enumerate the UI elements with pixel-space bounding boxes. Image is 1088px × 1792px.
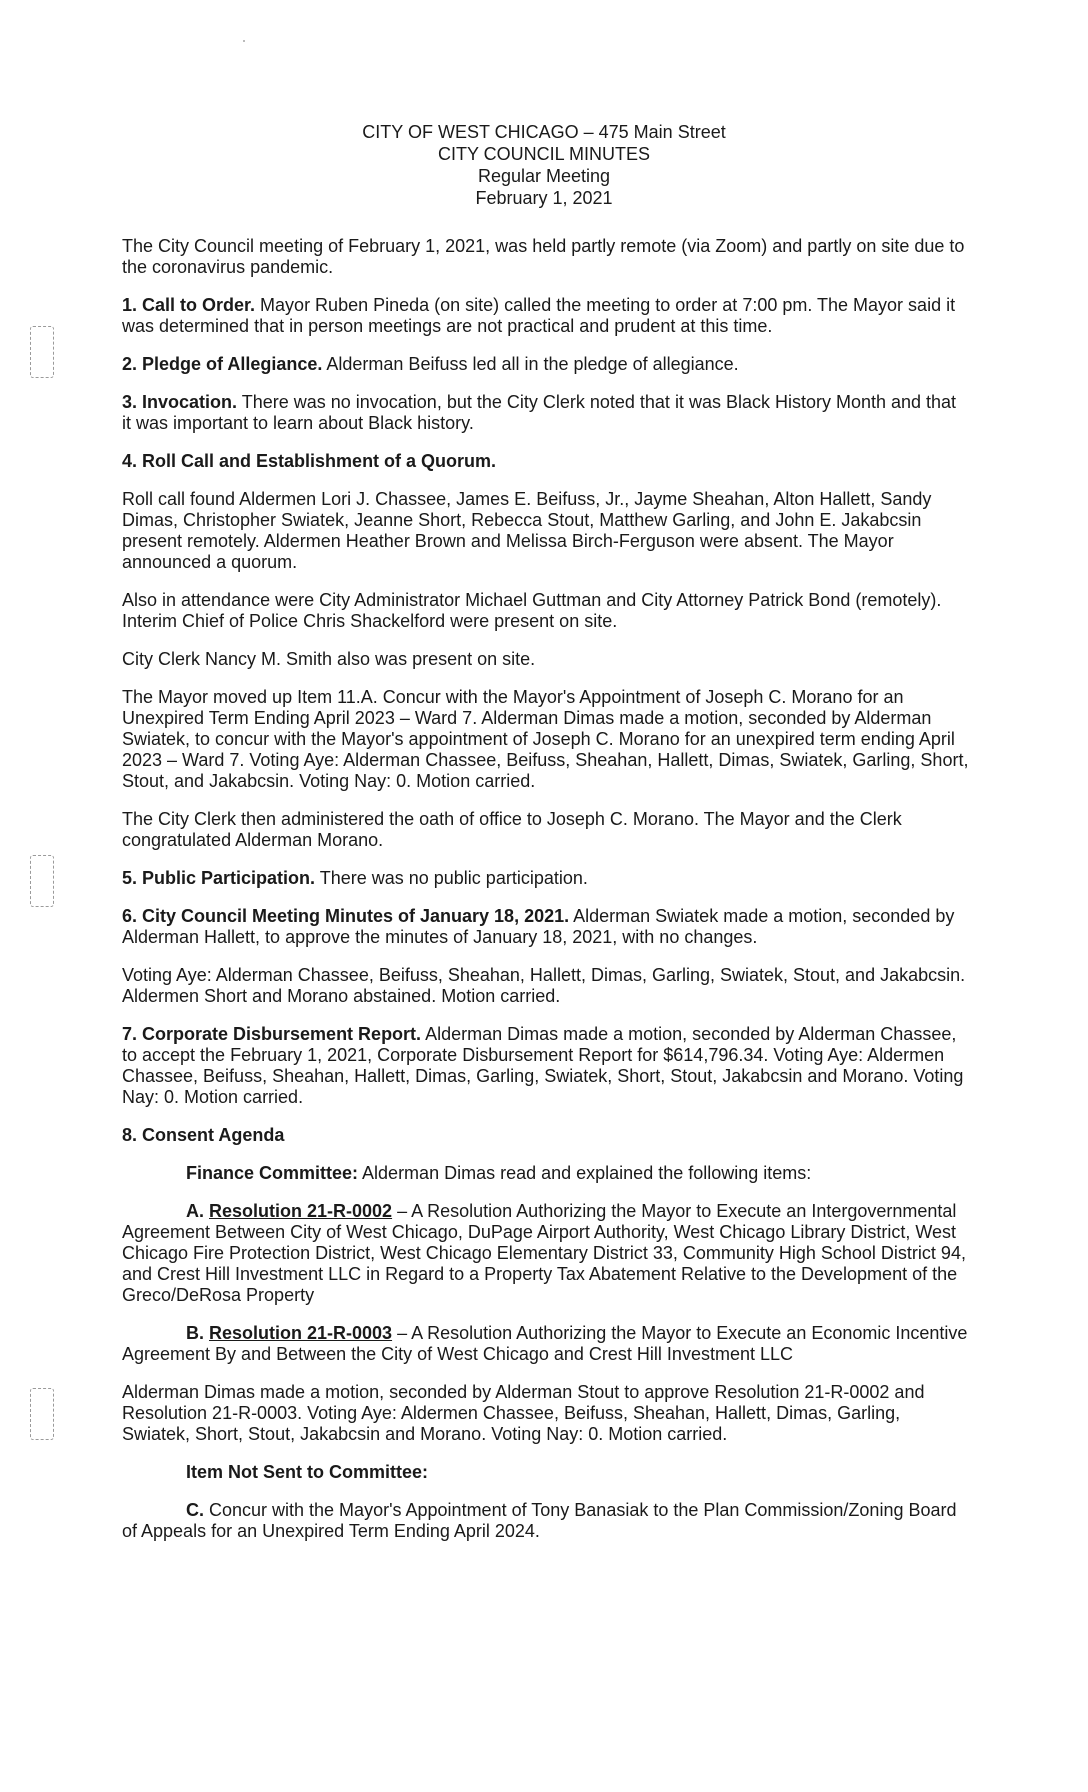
item-invocation (122, 392, 970, 434)
item-call-to-order (122, 295, 970, 337)
consent-item-b (122, 1323, 970, 1365)
punch-hole-mark-top (30, 326, 54, 378)
scan-speck (243, 40, 245, 42)
item-heading: 7. Corporate Disbursement Report. (122, 1024, 422, 1044)
header-date: February 1, 2021 (475, 188, 613, 208)
item-pledge (122, 354, 970, 375)
consent-item-a (122, 1201, 970, 1306)
item-roll-call-heading: 4. Roll Call and Establishment of a Quorum. (122, 451, 497, 471)
minutes-vote-paragraph: Voting Aye: Alderman Chassee, Beifuss, Sheahan, Hallett, Dimas, Garling, Swiatek, Stout, and Jakabcsin. Aldermen Short and Morano abstained. Motion carried. (122, 965, 966, 1006)
header-city-address: CITY OF WEST CHICAGO – 475 Main Street (362, 122, 726, 142)
attendance-paragraph: Also in attendance were City Administrator Michael Guttman and City Attorney Patrick Bond (remotely). Interim Chief of Police Chris Shackelford were present on site. (122, 590, 942, 631)
item-disbursement (122, 1024, 970, 1108)
item-consent-heading: 8. Consent Agenda (122, 1125, 285, 1145)
finance-committee-text: Alderman Dimas read and explained the following items: (358, 1163, 812, 1183)
item-heading: 5. Public Participation. (122, 868, 316, 888)
document-header (0, 121, 1088, 209)
resolution-number: Resolution 21-R-0002 (209, 1201, 393, 1221)
finance-committee-line (122, 1163, 970, 1184)
item-heading: 1. Call to Order. (122, 295, 256, 315)
item-text: – A Resolution Authorizing the Mayor to Execute an Intergovernmental Agreement Between City of West Chicago, DuPage Airport Authority, West Chicago Library District, West Chicago Fire Protection District, West Chicago Elementary District 33, Community High School District 94, and Crest Hill Investment LLC in Regard to a Property Tax Abatement Relative to the Development of the Greco/DeRosa Property (122, 1201, 966, 1305)
not-sent-heading: Item Not Sent to Committee: (186, 1462, 429, 1482)
clerk-paragraph: City Clerk Nancy M. Smith also was present on site. (122, 649, 536, 669)
resolution-number: Resolution 21-R-0003 (209, 1323, 393, 1343)
item-heading: 3. Invocation. (122, 392, 238, 412)
item-text: – A Resolution Authorizing the Mayor to Execute an Economic Incentive Agreement By and Between the City of West Chicago and Crest Hill Investment LLC (122, 1323, 968, 1364)
item-text: Alderman Dimas made a motion, seconded by Alderman Chassee, to accept the February 1, 2021, Corporate Disbursement Report for $614,796.34. Voting Aye: Aldermen Chassee, Beifuss, Sheahan, Hallett, Dimas, Garling, Swiatek, Short, Stout, Jakabcsin and Morano. Voting Nay: 0. Motion carried. (122, 1024, 964, 1107)
item-heading: 2. Pledge of Allegiance. (122, 354, 323, 374)
finance-committee-label: Finance Committee: (186, 1163, 359, 1183)
item-public-participation (122, 868, 970, 889)
oath-paragraph: The City Clerk then administered the oath of office to Joseph C. Morano. The Mayor and the Clerk congratulated Alderman Morano. (122, 809, 902, 850)
item-text: There was no public participation. (315, 868, 588, 888)
item-letter: B. (186, 1323, 210, 1343)
header-meeting-type: Regular Meeting (477, 166, 611, 186)
item-heading: 6. City Council Meeting Minutes of January 18, 2021. (122, 906, 570, 926)
item-letter: A. (186, 1201, 210, 1221)
header-title: CITY COUNCIL MINUTES (437, 144, 651, 164)
consent-item-c (122, 1500, 970, 1542)
item-letter: C. (186, 1500, 204, 1520)
intro-paragraph: The City Council meeting of February 1, 2021, was held partly remote (via Zoom) and partly on site due to the coronavirus pandemic. (122, 236, 965, 277)
consent-motion-paragraph: Alderman Dimas made a motion, seconded by Alderman Stout to approve Resolution 21-R-0002 and Resolution 21-R-0003. Voting Aye: Aldermen Chassee, Beifuss, Sheahan, Hallett, Dimas, Garling, Swiatek, Short, Stout, Jakabcsin and Morano. Voting Nay: 0. Motion carried. (122, 1382, 925, 1444)
punch-hole-mark-bottom (30, 1388, 54, 1440)
item-text: There was no invocation, but the City Clerk noted that it was Black History Month and that it was important to learn about Black history. (122, 392, 957, 433)
item-minutes (122, 906, 970, 948)
minutes-body (122, 236, 970, 1559)
roll-call-paragraph: Roll call found Aldermen Lori J. Chassee, James E. Beifuss, Jr., Jayme Sheahan, Alton Hallett, Sandy Dimas, Christopher Swiatek, Jeanne Short, Rebecca Stout, Matthew Garling, and John E. Jakabcsin present remotely. Aldermen Heather Brown and Melissa Birch-Ferguson were absent. The Mayor announced a quorum. (122, 489, 932, 572)
item-text: Alderman Swiatek made a motion, seconded by Alderman Hallett, to approve the minutes of January 18, 2021, with no changes. (122, 906, 955, 947)
appointment-paragraph: The Mayor moved up Item 11.A. Concur with the Mayor's Appointment of Joseph C. Morano for an Unexpired Term Ending April 2023 – Ward 7. Alderman Dimas made a motion, seconded by Alderman Swiatek, to concur with the Mayor's appointment of Joseph C. Morano for an unexpired term ending April 2023 – Ward 7. Voting Aye: Alderman Chassee, Beifuss, Sheahan, Hallett, Dimas, Swiatek, Garling, Short, Stout, and Jakabcsin. Voting Nay: 0. Motion carried. (122, 687, 969, 791)
item-text: Alderman Beifuss led all in the pledge of allegiance. (322, 354, 739, 374)
item-text: Mayor Ruben Pineda (on site) called the meeting to order at 7:00 pm. The Mayor said it was determined that in person meetings are not practical and prudent at this time. (122, 295, 956, 336)
item-text: Concur with the Mayor's Appointment of Tony Banasiak to the Plan Commission/Zoning Board of Appeals for an Unexpired Term Ending April 2024. (122, 1500, 957, 1541)
punch-hole-mark-middle (30, 855, 54, 907)
